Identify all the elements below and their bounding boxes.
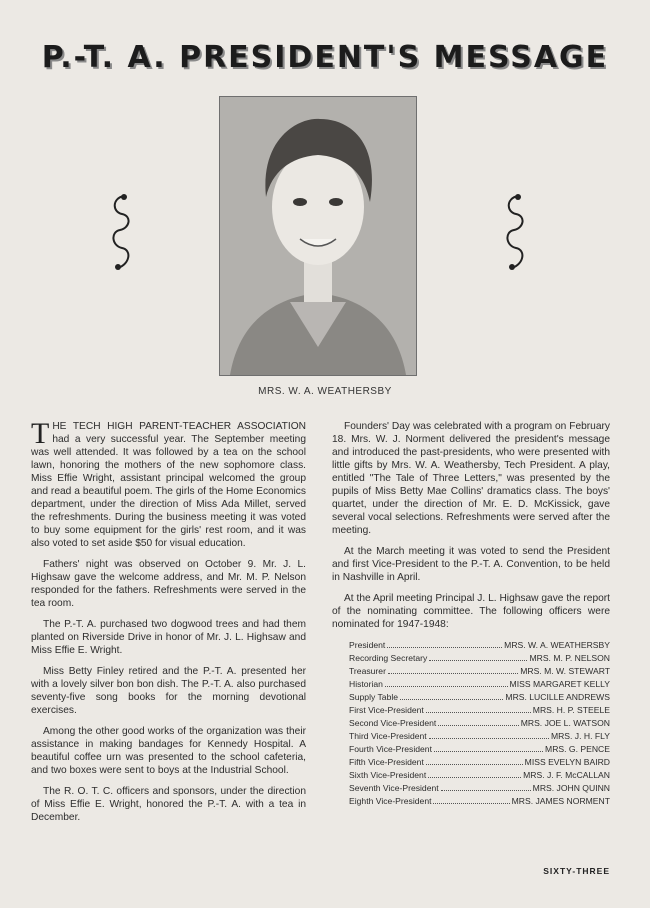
officer-name: MRS. JOE L. WATSON	[520, 718, 610, 728]
officer-name: MRS. W. A. WEATHERSBY	[504, 640, 610, 650]
officer-row	[332, 743, 610, 756]
officer-row	[332, 678, 610, 691]
officer-row	[332, 730, 610, 743]
leader-dots	[426, 712, 531, 713]
officer-name: MRS. LUCILLE ANDREWS	[505, 692, 610, 702]
officer-row	[332, 795, 610, 808]
officer-row	[332, 691, 610, 704]
photo-caption: MRS. W. A. WEATHERSBY	[258, 386, 392, 397]
paragraph: The P.-T. A. purchased two dogwood trees and had them planted on Riverside Drive in honor of Mr. J. L. Highsaw and Miss Effie E. Wright.	[31, 619, 306, 656]
officer-office: Eighth Vice-President	[349, 796, 432, 806]
officer-name: MISS EVELYN BAIRD	[524, 757, 610, 767]
paragraph: At the April meeting Principal J. L. Highsaw gave the report of the nominating committee. The following officers were nominated for 1947-1948:	[332, 593, 610, 630]
page-title: P.-T. A. PRESIDENT'S MESSAGE	[41, 40, 609, 75]
officer-row	[332, 756, 610, 769]
officer-row	[332, 782, 610, 795]
paragraph: At the March meeting it was voted to send the President and first Vice-President to the P.-T. A. Convention, to be held in Nashville in April.	[332, 546, 610, 583]
left-column	[31, 417, 306, 832]
drop-cap: T	[31, 417, 50, 450]
officer-office: Second Vice-President	[349, 718, 437, 728]
officer-office: Fourth Vice-President	[349, 744, 432, 754]
officer-office: Historian	[349, 679, 383, 689]
paragraph: The R. O. T. C. officers and sponsors, under the direction of Miss Effie E. Wright, honored the P.-T. A. with a tea in December.	[31, 786, 306, 823]
officer-name: MRS. J. F. McCALLAN	[523, 770, 610, 780]
leader-dots	[428, 777, 521, 778]
officer-office: Treasurer	[349, 666, 386, 676]
leader-dots	[385, 686, 508, 687]
officer-row	[332, 652, 610, 665]
paragraph	[31, 417, 306, 550]
officer-row	[332, 717, 610, 730]
leader-dots	[388, 673, 518, 674]
officer-office: Supply Table	[349, 692, 399, 702]
right-column	[332, 420, 610, 808]
officer-row	[332, 704, 610, 717]
officer-office: Third Vice-President	[349, 731, 427, 741]
officers-list	[332, 639, 610, 808]
leader-dots	[438, 725, 518, 726]
leader-dots	[434, 751, 543, 752]
officer-name: MRS. M. P. NELSON	[529, 653, 610, 663]
officer-office: President	[349, 640, 386, 650]
leader-dots	[426, 764, 523, 765]
officer-row	[332, 665, 610, 678]
officer-name: MRS. JOHN QUINN	[532, 783, 610, 793]
leader-dots	[387, 647, 502, 648]
officer-office: Recording Secretary	[349, 653, 428, 663]
paragraph: Miss Betty Finley retired and the P.-T. A. presented her with a lovely silver bon bon dish. The P.-T. A. also purchased seventy-five song books for the morning devotional exercises.	[31, 666, 306, 716]
officer-row	[332, 639, 610, 652]
leader-dots	[400, 699, 503, 700]
president-portrait	[219, 96, 417, 376]
officer-row	[332, 769, 610, 782]
officer-name: MISS MARGARET KELLY	[509, 679, 610, 689]
officer-name: MRS. J. H. FLY	[550, 731, 610, 741]
leader-dots	[429, 738, 549, 739]
scroll-ornament-right-icon	[500, 192, 530, 272]
scroll-ornament-left-icon	[106, 192, 136, 272]
officer-name: MRS. H. P. STEELE	[532, 705, 610, 715]
paragraph: Founders' Day was celebrated with a program on February 18. Mrs. W. J. Norment delivered the president's message and introduced the past-presidents, who were presented with little gifts by Mrs. W. A. Weathersby, Tech President. A play, entitled "The Tale of Three Letters," was presented by the pupils of Miss Betty Mae Collins' dramatics class. The boys' quartet, under the direction of Mr. E. D. McKissick, gave several vocal selections. Refreshments were served after the meeting.	[332, 421, 610, 536]
officer-office: First Vice-President	[349, 705, 424, 715]
officer-office: Seventh Vice-President	[349, 783, 439, 793]
paragraph: Among the other good works of the organization was their assistance in making bandages for Kennedy Hospital. A beautiful coffee urn was presented to the school cafeteria, and two boxes were sent to boys at the Industrial School.	[31, 726, 306, 776]
officer-name: MRS. M. W. STEWART	[520, 666, 610, 676]
paragraph-text: HE TECH HIGH PARENT-TEACHER ASSOCIATION had a very successful year. The September meeting was well attended. It was followed by a tea on the school lawn, honoring the mothers of the new sophomore class. Miss Effie Wright, assistant principal welcomed the group and read a beautiful poem. The girls of the Home Economics department, under the direction of Miss Ada Millet, served the refreshments. During the business meeting it was voted to buy some equipment for the girls' rest room, and it was also voted to set aside $50 for visual education.	[31, 421, 306, 549]
page-number: SIXTY-THREE	[543, 866, 610, 876]
paragraph: Fathers' night was observed on October 9. Mr. J. L. Highsaw gave the welcome address, and Mr. M. P. Nelson responded for the fathers. Refreshments were served in the tea room.	[31, 559, 306, 609]
leader-dots	[433, 803, 509, 804]
leader-dots	[441, 790, 531, 791]
leader-dots	[429, 660, 527, 661]
officer-name: MRS. JAMES NORMENT	[511, 796, 610, 806]
officer-office: Fifth Vice-President	[349, 757, 424, 767]
officer-office: Sixth Vice-President	[349, 770, 427, 780]
officer-name: MRS. G. PENCE	[545, 744, 610, 754]
